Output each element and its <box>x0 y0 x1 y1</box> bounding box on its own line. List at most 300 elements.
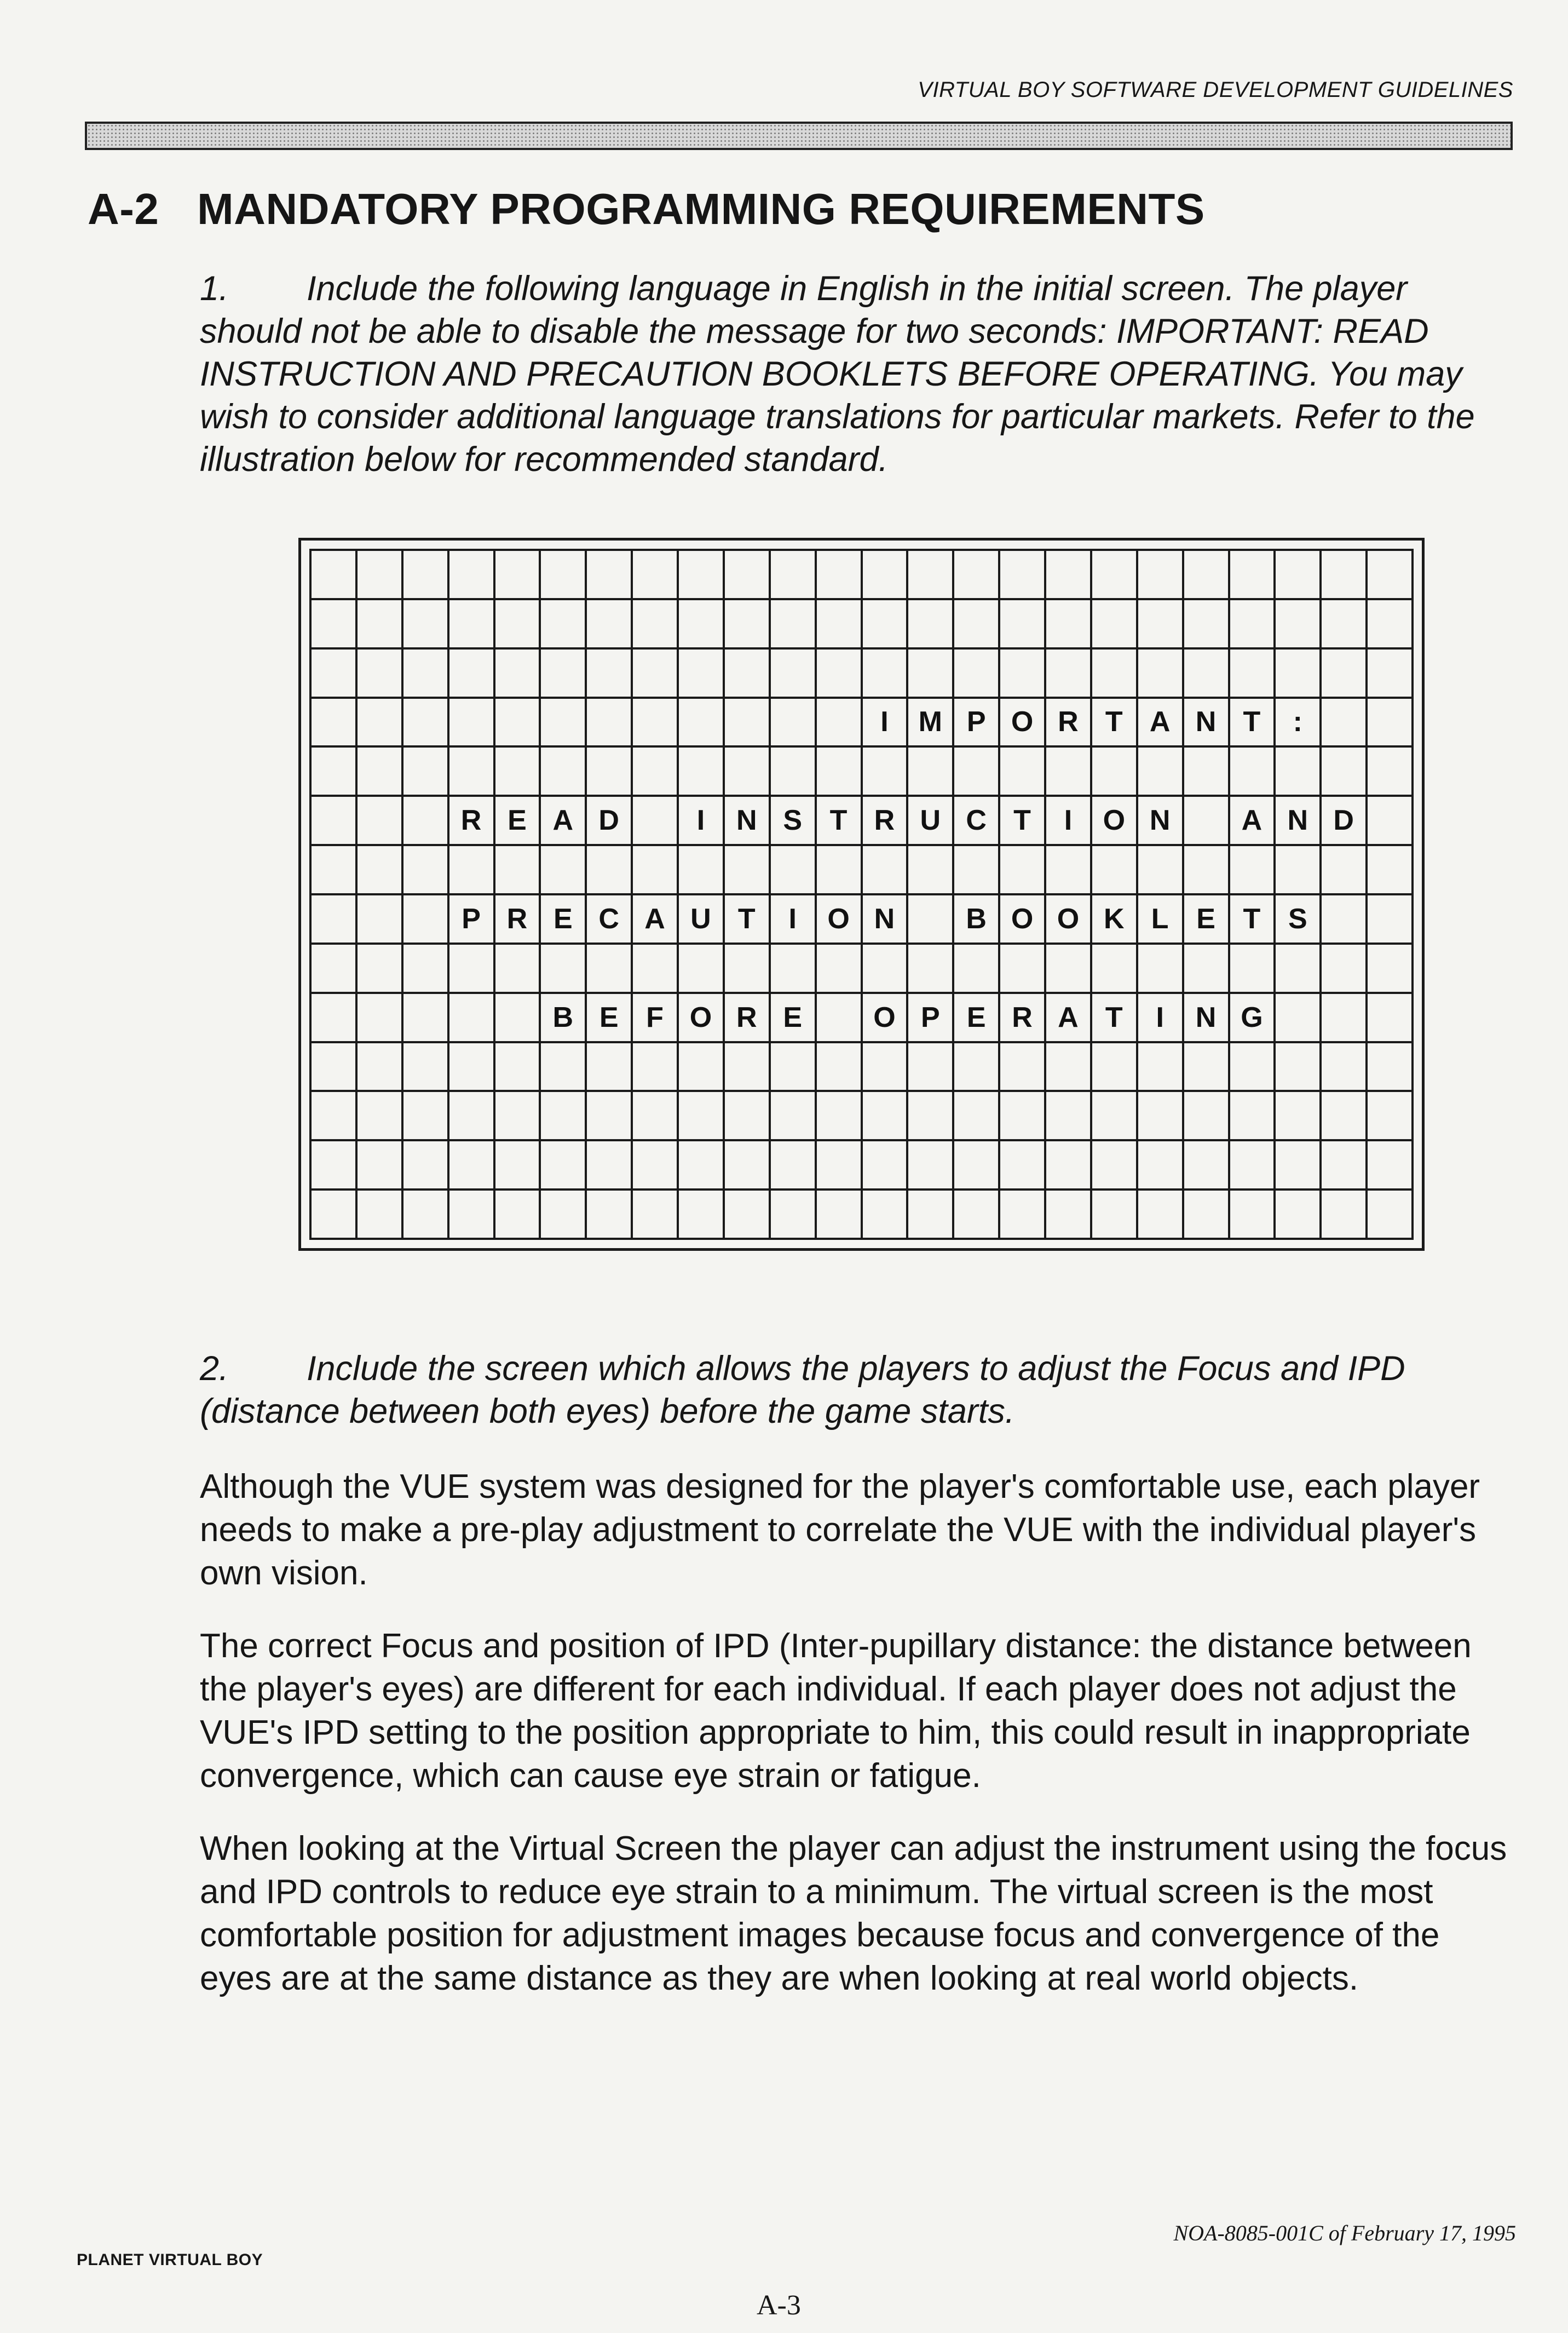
grid-cell <box>633 650 679 699</box>
grid-cell <box>495 994 541 1043</box>
grid-cell <box>1368 1191 1414 1240</box>
grid-cell <box>863 945 909 994</box>
grid-cell <box>541 846 587 895</box>
grid-cell <box>312 600 358 650</box>
grid-cell <box>817 600 863 650</box>
grid-cell <box>771 650 817 699</box>
grid-cell: N <box>1184 994 1230 1043</box>
section-title: MANDATORY PROGRAMMING REQUIREMENTS <box>197 185 1205 233</box>
grid-cell <box>495 699 541 748</box>
grid-cell <box>1092 1092 1138 1141</box>
grid-cell: S <box>771 797 817 846</box>
grid-cell: C <box>587 895 633 945</box>
grid-cell <box>633 748 679 797</box>
grid-cell <box>312 797 358 846</box>
grid-cell <box>403 1141 449 1191</box>
grid-cell <box>1368 650 1414 699</box>
grid-cell <box>725 551 771 600</box>
grid-cell <box>771 1043 817 1093</box>
grid-cell: A <box>1138 699 1184 748</box>
grid-cell: O <box>1046 895 1092 945</box>
grid-cell <box>1322 748 1368 797</box>
page-number: A-3 <box>757 2290 801 2321</box>
grid-cell <box>312 895 358 945</box>
grid-cell <box>817 1141 863 1191</box>
grid-cell <box>358 1043 403 1093</box>
requirement-2-text: Include the screen which allows the players to adjust the Focus and IPD (distance between both eyes) before the game starts. <box>200 1349 1405 1430</box>
grid-cell <box>1230 1092 1276 1141</box>
grid-cell <box>541 1043 587 1093</box>
grid-cell <box>1276 1043 1322 1093</box>
grid-cell <box>449 699 495 748</box>
grid-cell <box>771 1191 817 1240</box>
screen-illustration <box>298 538 1425 1251</box>
grid-cell <box>954 1141 1000 1191</box>
grid-cell <box>541 600 587 650</box>
grid-cell <box>541 748 587 797</box>
grid-cell <box>1230 551 1276 600</box>
grid-cell <box>449 650 495 699</box>
grid-cell <box>495 1141 541 1191</box>
grid-cell: N <box>1138 797 1184 846</box>
grid-cell <box>954 551 1000 600</box>
grid-cell <box>495 650 541 699</box>
grid-cell <box>863 846 909 895</box>
grid-cell <box>1092 748 1138 797</box>
grid-cell <box>358 1092 403 1141</box>
running-header: VIRTUAL BOY SOFTWARE DEVELOPMENT GUIDELINES <box>918 78 1513 102</box>
grid-cell <box>541 699 587 748</box>
grid-cell <box>908 895 954 945</box>
grid-cell <box>1276 650 1322 699</box>
grid-cell <box>725 846 771 895</box>
grid-cell <box>358 945 403 994</box>
grid-cell <box>954 600 1000 650</box>
grid-cell <box>679 551 725 600</box>
grid-cell <box>541 1092 587 1141</box>
grid-cell <box>495 748 541 797</box>
grid-cell <box>679 1191 725 1240</box>
grid-cell: G <box>1230 994 1276 1043</box>
grid-cell <box>1276 945 1322 994</box>
grid-cell <box>1230 1043 1276 1093</box>
grid-cell <box>1000 600 1046 650</box>
grid-cell <box>817 1092 863 1141</box>
grid-cell: E <box>771 994 817 1043</box>
grid-cell <box>771 846 817 895</box>
grid-cell <box>449 1141 495 1191</box>
grid-cell: K <box>1092 895 1138 945</box>
grid-cell <box>908 1043 954 1093</box>
grid-cell <box>908 1092 954 1141</box>
grid-cell: A <box>1046 994 1092 1043</box>
grid-cell <box>1368 551 1414 600</box>
grid-cell <box>587 1141 633 1191</box>
grid-cell <box>771 551 817 600</box>
grid-cell <box>1276 1141 1322 1191</box>
grid-cell: I <box>771 895 817 945</box>
grid-cell <box>1322 650 1368 699</box>
grid-cell <box>908 650 954 699</box>
grid-cell <box>1046 846 1092 895</box>
grid-cell: R <box>1000 994 1046 1043</box>
footer-watermark: PLANET VIRTUAL BOY <box>77 2251 263 2269</box>
grid-cell <box>725 650 771 699</box>
grid-cell <box>1000 846 1046 895</box>
grid-cell <box>633 1141 679 1191</box>
grid-cell <box>908 748 954 797</box>
grid-cell <box>863 600 909 650</box>
grid-cell <box>1230 1191 1276 1240</box>
grid-cell: U <box>679 895 725 945</box>
grid-cell <box>817 699 863 748</box>
requirement-2 <box>200 1347 1514 1433</box>
grid-cell: E <box>495 797 541 846</box>
grid-cell <box>1000 748 1046 797</box>
grid-cell <box>358 748 403 797</box>
grid-cell <box>1092 945 1138 994</box>
grid-cell <box>587 551 633 600</box>
grid-cell: I <box>1046 797 1092 846</box>
grid-cell: E <box>587 994 633 1043</box>
grid-cell <box>1138 600 1184 650</box>
grid-cell <box>908 1141 954 1191</box>
grid-cell <box>725 600 771 650</box>
section-number: A-2 <box>88 185 159 233</box>
grid-cell <box>1276 551 1322 600</box>
grid-cell <box>1184 650 1230 699</box>
grid-cell <box>587 650 633 699</box>
grid-cell <box>1092 600 1138 650</box>
grid-cell <box>403 895 449 945</box>
grid-cell: P <box>449 895 495 945</box>
grid-cell <box>863 650 909 699</box>
grid-cell <box>817 551 863 600</box>
grid-cell <box>587 945 633 994</box>
grid-cell <box>1322 551 1368 600</box>
grid-cell <box>403 1191 449 1240</box>
grid-cell <box>725 748 771 797</box>
grid-cell <box>1184 1092 1230 1141</box>
grid-cell <box>771 945 817 994</box>
grid-cell <box>633 1092 679 1141</box>
grid-cell <box>403 994 449 1043</box>
grid-cell <box>954 846 1000 895</box>
grid-cell: B <box>954 895 1000 945</box>
grid-cell: D <box>1322 797 1368 846</box>
grid-cell <box>954 650 1000 699</box>
grid-cell <box>954 748 1000 797</box>
grid-cell: I <box>1138 994 1184 1043</box>
grid-cell <box>1000 945 1046 994</box>
grid-cell <box>403 1043 449 1093</box>
grid-cell: D <box>587 797 633 846</box>
grid-cell <box>312 846 358 895</box>
grid-cell <box>403 1092 449 1141</box>
grid-cell <box>1138 551 1184 600</box>
grid-cell <box>725 1191 771 1240</box>
grid-cell <box>954 1092 1000 1141</box>
grid-cell <box>771 1141 817 1191</box>
grid-cell <box>587 748 633 797</box>
grid-cell <box>1368 797 1414 846</box>
grid-cell <box>312 1043 358 1093</box>
grid-cell <box>679 1141 725 1191</box>
body-paragraph-virtual-screen: When looking at the Virtual Screen the player can adjust the instrument using the focus and IPD controls to reduce eye strain to a minimum. The virtual screen is the most comfortable position for adjustment images because focus and convergence of the eyes are at the same distance as they are when looking at real world objects. <box>200 1830 1507 1997</box>
character-grid <box>309 549 1414 1240</box>
grid-cell <box>587 846 633 895</box>
grid-cell <box>403 846 449 895</box>
grid-cell <box>1046 945 1092 994</box>
grid-cell <box>771 748 817 797</box>
grid-cell <box>403 551 449 600</box>
grid-cell <box>495 846 541 895</box>
grid-cell: P <box>954 699 1000 748</box>
grid-cell: E <box>541 895 587 945</box>
grid-cell <box>358 699 403 748</box>
grid-cell <box>817 1191 863 1240</box>
grid-cell: B <box>541 994 587 1043</box>
grid-cell <box>1276 748 1322 797</box>
grid-cell <box>403 600 449 650</box>
grid-cell <box>725 1092 771 1141</box>
grid-cell <box>358 895 403 945</box>
grid-cell <box>1000 1191 1046 1240</box>
grid-cell <box>1138 1191 1184 1240</box>
grid-cell <box>1092 846 1138 895</box>
grid-cell: L <box>1138 895 1184 945</box>
grid-cell <box>1000 650 1046 699</box>
grid-cell: : <box>1276 699 1322 748</box>
grid-cell <box>771 1092 817 1141</box>
grid-cell <box>771 699 817 748</box>
grid-cell <box>587 1191 633 1240</box>
grid-cell <box>1276 600 1322 650</box>
grid-cell <box>1368 699 1414 748</box>
grid-cell: R <box>863 797 909 846</box>
grid-cell <box>1230 846 1276 895</box>
grid-cell <box>679 600 725 650</box>
grid-cell <box>495 600 541 650</box>
grid-cell <box>1230 1141 1276 1191</box>
grid-cell <box>587 600 633 650</box>
grid-cell: O <box>817 895 863 945</box>
grid-cell <box>358 551 403 600</box>
grid-cell <box>1230 650 1276 699</box>
grid-cell <box>449 1092 495 1141</box>
grid-cell <box>817 748 863 797</box>
grid-cell: O <box>1000 699 1046 748</box>
grid-cell <box>863 1043 909 1093</box>
grid-cell: R <box>1046 699 1092 748</box>
grid-cell: I <box>863 699 909 748</box>
grid-cell: M <box>908 699 954 748</box>
grid-cell <box>633 945 679 994</box>
grid-cell <box>1368 1092 1414 1141</box>
grid-cell <box>1000 551 1046 600</box>
grid-cell <box>679 1043 725 1093</box>
grid-cell <box>495 551 541 600</box>
grid-cell <box>587 699 633 748</box>
grid-cell <box>633 600 679 650</box>
grid-cell <box>1322 994 1368 1043</box>
grid-cell: T <box>1092 994 1138 1043</box>
grid-cell <box>1368 1043 1414 1093</box>
grid-cell <box>679 748 725 797</box>
grid-cell <box>817 994 863 1043</box>
grid-cell <box>1000 1141 1046 1191</box>
grid-cell <box>725 1043 771 1093</box>
grid-cell <box>633 551 679 600</box>
grid-cell <box>954 1191 1000 1240</box>
grid-cell: I <box>679 797 725 846</box>
grid-cell <box>633 797 679 846</box>
grid-cell <box>679 846 725 895</box>
grid-cell: F <box>633 994 679 1043</box>
grid-cell <box>1046 748 1092 797</box>
grid-cell: N <box>725 797 771 846</box>
grid-cell <box>403 748 449 797</box>
grid-cell <box>1138 748 1184 797</box>
grid-cell <box>679 1092 725 1141</box>
grid-cell <box>1368 994 1414 1043</box>
grid-cell <box>679 699 725 748</box>
grid-cell: U <box>908 797 954 846</box>
grid-cell <box>358 1141 403 1191</box>
grid-cell: T <box>1000 797 1046 846</box>
grid-cell <box>312 945 358 994</box>
grid-cell <box>1276 994 1322 1043</box>
grid-cell <box>312 994 358 1043</box>
grid-cell <box>1230 600 1276 650</box>
grid-cell <box>403 797 449 846</box>
grid-cell <box>1322 1043 1368 1093</box>
footer-doc-id: NOA-8085-001C of February 17, 1995 <box>1173 2221 1516 2245</box>
grid-cell <box>403 699 449 748</box>
grid-cell <box>358 1191 403 1240</box>
grid-cell <box>633 1191 679 1240</box>
grid-cell <box>358 650 403 699</box>
grid-cell <box>1322 945 1368 994</box>
grid-cell <box>541 1191 587 1240</box>
grid-cell <box>1368 748 1414 797</box>
grid-cell: R <box>725 994 771 1043</box>
grid-cell <box>1368 1141 1414 1191</box>
grid-cell <box>1322 895 1368 945</box>
grid-cell <box>1368 945 1414 994</box>
grid-cell: C <box>954 797 1000 846</box>
grid-cell <box>1046 600 1092 650</box>
grid-cell <box>403 945 449 994</box>
grid-cell <box>863 748 909 797</box>
grid-cell: E <box>1184 895 1230 945</box>
grid-cell <box>1276 846 1322 895</box>
grid-cell <box>1046 1191 1092 1240</box>
grid-cell: N <box>1276 797 1322 846</box>
grid-cell <box>908 846 954 895</box>
grid-cell <box>312 699 358 748</box>
grid-cell <box>587 1043 633 1093</box>
grid-cell <box>1184 551 1230 600</box>
grid-cell <box>1000 1092 1046 1141</box>
grid-cell <box>1230 945 1276 994</box>
grid-cell <box>908 600 954 650</box>
grid-cell <box>1276 1092 1322 1141</box>
grid-cell <box>449 1043 495 1093</box>
grid-cell: R <box>495 895 541 945</box>
grid-cell <box>449 846 495 895</box>
grid-cell <box>358 846 403 895</box>
grid-cell <box>1184 945 1230 994</box>
grid-cell <box>312 650 358 699</box>
section-heading <box>88 184 1205 234</box>
grid-cell <box>1138 1043 1184 1093</box>
header-rule-bar <box>85 122 1513 150</box>
grid-cell <box>863 1191 909 1240</box>
grid-cell <box>679 945 725 994</box>
grid-cell <box>1322 600 1368 650</box>
grid-cell <box>541 1141 587 1191</box>
grid-cell <box>1230 748 1276 797</box>
grid-cell <box>495 1043 541 1093</box>
requirement-1-number: 1. <box>200 269 229 308</box>
grid-cell: T <box>817 797 863 846</box>
grid-cell: T <box>1230 895 1276 945</box>
grid-cell <box>1000 1043 1046 1093</box>
grid-cell <box>633 699 679 748</box>
grid-cell <box>1184 600 1230 650</box>
grid-cell <box>863 1092 909 1141</box>
grid-cell <box>1138 1141 1184 1191</box>
grid-cell <box>1138 650 1184 699</box>
grid-cell <box>541 650 587 699</box>
grid-cell <box>1184 1043 1230 1093</box>
grid-cell <box>633 1043 679 1093</box>
grid-cell <box>817 846 863 895</box>
grid-cell: R <box>449 797 495 846</box>
grid-cell <box>1046 551 1092 600</box>
requirement-2-number: 2. <box>200 1349 229 1388</box>
grid-cell <box>1046 650 1092 699</box>
grid-cell <box>863 551 909 600</box>
grid-cell: T <box>1092 699 1138 748</box>
grid-cell <box>541 551 587 600</box>
grid-cell <box>954 945 1000 994</box>
grid-cell <box>358 797 403 846</box>
grid-cell <box>495 945 541 994</box>
grid-cell <box>312 748 358 797</box>
grid-cell <box>449 945 495 994</box>
grid-cell <box>1322 1191 1368 1240</box>
grid-cell: T <box>1230 699 1276 748</box>
grid-cell <box>495 1191 541 1240</box>
grid-cell <box>1184 1191 1230 1240</box>
grid-cell <box>312 1141 358 1191</box>
requirement-1 <box>200 267 1514 481</box>
grid-cell: A <box>633 895 679 945</box>
grid-cell <box>817 650 863 699</box>
grid-cell <box>817 945 863 994</box>
grid-cell <box>495 1092 541 1141</box>
grid-cell: T <box>725 895 771 945</box>
grid-cell <box>449 994 495 1043</box>
grid-cell <box>1138 1092 1184 1141</box>
grid-cell <box>403 650 449 699</box>
grid-cell <box>1368 600 1414 650</box>
grid-cell: S <box>1276 895 1322 945</box>
grid-cell <box>1046 1092 1092 1141</box>
grid-cell <box>358 600 403 650</box>
